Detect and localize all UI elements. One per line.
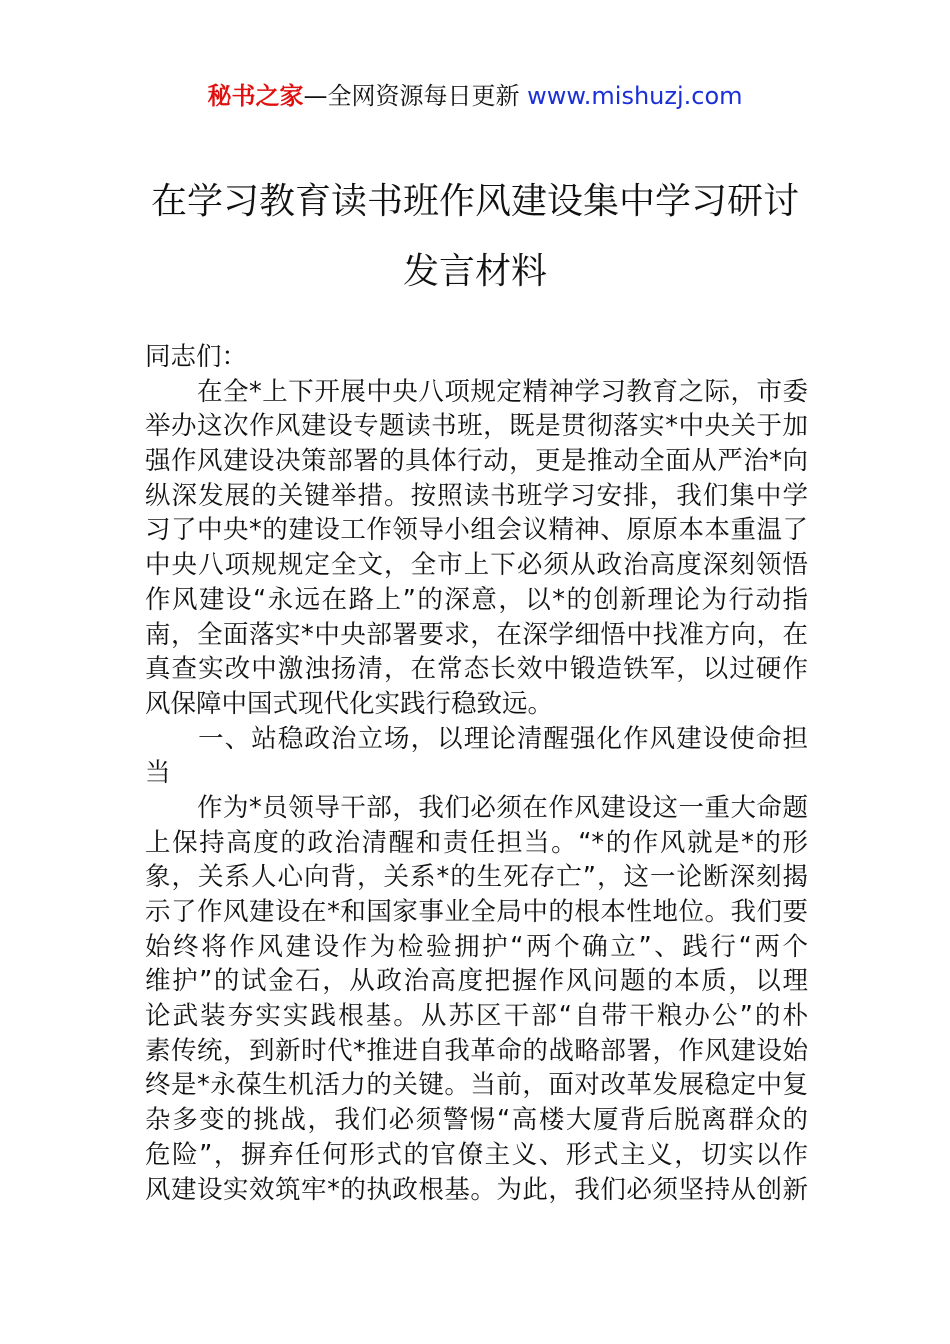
body-line: 真查实改中激浊扬清，在常态长效中锻造铁军，以过硬作 [145, 654, 808, 685]
body-line: 在全*上下开展中央八项规定精神学习教育之际，市委 [145, 376, 808, 407]
body-line: 危险”，摒弃任何形式的官僚主义、形式主义，切实以作 [145, 1139, 808, 1170]
body-line: 杂多变的挑战，我们必须警惕“高楼大厦背后脱离群众的 [145, 1105, 808, 1136]
body-line: 作为*员领导干部，我们必须在作风建设这一重大命题 [145, 792, 808, 823]
site-brand: 秘书之家 [207, 82, 304, 110]
body-line: 南，全面落实*中央部署要求，在深学细悟中找准方向，在 [145, 619, 808, 650]
body-line: 习了中央*的建设工作领导小组会议精神、原原本本重温了 [145, 515, 808, 546]
body-line: 作风建设“永远在路上”的深意，以*的创新理论为行动指 [145, 584, 808, 615]
site-tagline: —全网资源每日更新 [303, 82, 528, 110]
body-line: 示了作风建设在*和国家事业全局中的根本性地位。我们要 [145, 897, 808, 927]
document-body [145, 340, 808, 1207]
site-url[interactable]: www.mishuzj.com [527, 82, 743, 110]
body-line: 风建设实效筑牢*的执政根基。为此，我们必须坚持从创新 [145, 1174, 808, 1205]
body-line: 同志们： [145, 342, 248, 372]
body-line: 举办这次作风建设专题读书班，既是贯彻落实*中央关于加 [145, 411, 808, 442]
body-line: 强作风建设决策部署的具体行动，更是推动全面从严治*向 [145, 446, 808, 477]
body-line: 始终将作风建设作为检验拥护“两个确立”、践行“两个 [145, 931, 808, 962]
body-line: 素传统，到新时代*推进自我革命的战略部署，作风建设始 [145, 1035, 808, 1066]
body-line: 一、站稳政治立场，以理论清醒强化作风建设使命担 [145, 723, 808, 754]
body-line: 风保障中国式现代化实践行稳致远。 [145, 688, 554, 719]
body-line: 纵深发展的关键举措。按照读书班学习安排，我们集中学 [145, 480, 808, 511]
body-line: 中央八项规规定全文，全市上下必须从政治高度深刻领悟 [145, 550, 808, 581]
body-line: 论武装夯实实践根基。从苏区干部“自带干粮办公”的朴 [145, 1001, 808, 1032]
body-line: 上保持高度的政治清醒和责任担当。“*的作风就是*的形 [145, 827, 808, 858]
body-line: 终是*永葆生机活力的关键。当前，面对改革发展稳定中复 [145, 1070, 808, 1101]
document-title-line-1: 在学习教育读书班作风建设集中学习研讨 [150, 181, 799, 222]
document-title-line-2: 发言材料 [402, 251, 547, 292]
site-header [0, 80, 950, 112]
body-line: 象，关系人心向背，关系*的生死存亡”，这一论断深刻揭 [145, 862, 808, 893]
body-line: 维护”的试金石，从政治高度把握作风问题的本质，以理 [145, 966, 808, 997]
body-line: 当 [145, 758, 171, 789]
